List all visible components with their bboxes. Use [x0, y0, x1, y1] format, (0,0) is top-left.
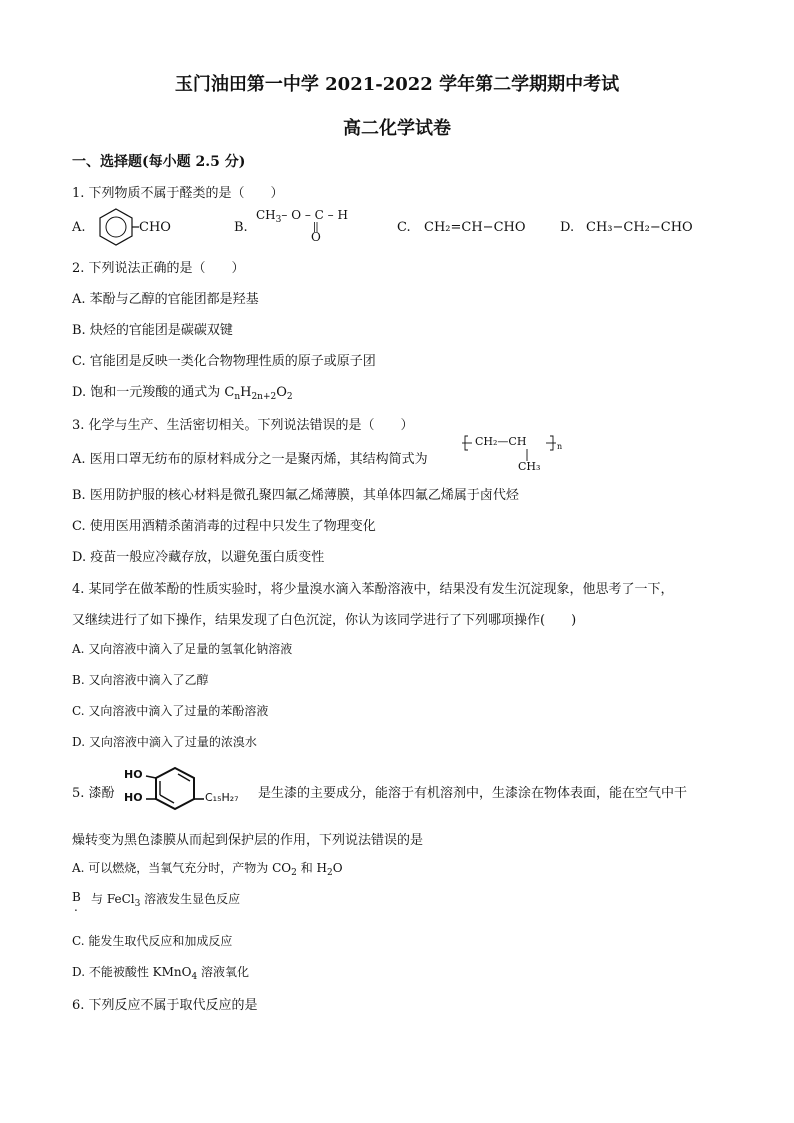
- q5-option-b: [91, 890, 240, 909]
- q2-d-sub-2: 2: [286, 392, 293, 402]
- q5-alkyl-chain: C₁₅H₂₇: [205, 791, 239, 804]
- q1-option-d-label: D.: [560, 220, 575, 235]
- q5-b-sub: 3: [134, 899, 141, 909]
- q1-option-a-label: A.: [72, 220, 86, 235]
- q2-option-c: C. 官能团是反映一类化合物物理性质的原子或原子团: [72, 354, 376, 369]
- q4-option-a: A. 又向溶液中滴入了足量的氢氧化钠溶液: [72, 642, 293, 656]
- polymer-methyl: CH₃: [518, 460, 541, 473]
- q4-stem-line1: 4. 某同学在做苯酚的性质实验时，将少量溴水滴入苯酚溶液中，结果没有发生沉淀现象，他思考了一下，: [72, 582, 674, 597]
- q5-option-c: C. 能发生取代反应和加成反应: [72, 934, 233, 948]
- q5-b-text: 与 FeCl: [91, 892, 135, 906]
- polymer-backbone: CH₂—CH: [475, 435, 527, 448]
- q4-stem-line2: 又继续进行了如下操作，结果发现了白色沉淀，你认为该同学进行了下列哪项操作( ): [72, 613, 577, 628]
- q2-stem: 2. 下列说法正确的是（ ）: [72, 261, 245, 276]
- q3-option-c: C. 使用医用酒精杀菌消毒的过程中只发生了物理变化: [72, 519, 376, 534]
- polymer-n: n: [557, 442, 563, 451]
- q5-option-b-label: B: [72, 890, 81, 904]
- q5-a-text: A. 可以燃烧，当氧气充分时，产物为 CO: [72, 861, 292, 875]
- q5-b-post: 溶液发生显色反应: [140, 892, 241, 906]
- q2-d-o: O: [276, 385, 287, 400]
- q1-b-ch: CH: [256, 208, 276, 222]
- q2-option-d: [72, 381, 293, 402]
- q5-d-post: 溶液氧化: [197, 965, 250, 979]
- q5-ho-bottom: HO: [124, 791, 143, 804]
- q1-stem: 1. 下列物质不属于醛类的是（ ）: [72, 186, 284, 201]
- q1-b-sub3: 3: [275, 215, 282, 225]
- q1-b-chain: – O – C – H: [281, 208, 348, 222]
- q1-option-d-formula: CH₃−CH₂−CHO: [586, 220, 693, 235]
- exam-subtitle: 高二化学试卷: [343, 118, 451, 139]
- benzene-ring-icon: [92, 206, 140, 246]
- q1-option-b-label: B.: [234, 220, 248, 235]
- q5-d-sub: 4: [191, 972, 198, 982]
- q4-option-d: D. 又向溶液中滴入了过量的浓溴水: [72, 735, 257, 749]
- q4-option-b: B. 又向溶液中滴入了乙醇: [72, 673, 209, 687]
- q5-d-text: D. 不能被酸性 KMnO: [72, 965, 192, 979]
- q3-stem: 3. 化学与生产、生活密切相关。下列说法错误的是（ ）: [72, 418, 414, 433]
- q1-option-c-formula: CH₂=CH−CHO: [424, 220, 526, 235]
- q3-option-a: A. 医用口罩无纺布的原材料成分之一是聚丙烯，其结构简式为: [72, 452, 428, 467]
- q5-stem-pre: 5. 漆酚: [72, 786, 115, 801]
- q5-option-b-dot: .: [74, 900, 78, 914]
- q2-option-a: A. 苯酚与乙醇的官能团都是羟基: [72, 292, 259, 307]
- q2-d-sub-n: n: [234, 392, 241, 402]
- q1-option-c-label: C.: [397, 220, 411, 235]
- section-heading: 一、选择题(每小题 2.5 分): [72, 154, 246, 170]
- q2-d-sub-2n2: 2n+2: [251, 392, 277, 402]
- q5-stem-line2: 燥转变为黑色漆膜从而起到保护层的作用，下列说法错误的是: [72, 833, 424, 848]
- q5-a-sub1: 2: [291, 868, 297, 878]
- exam-title: 玉门油田第一中学 2021-2022 学年第二学期期中考试: [174, 74, 620, 95]
- q3-option-d: D. 疫苗一般应冷藏存放，以避免蛋白质变性: [72, 550, 325, 565]
- q1-option-a-cho: CHO: [139, 220, 171, 235]
- q4-option-c: C. 又向溶液中滴入了过量的苯酚溶液: [72, 704, 269, 718]
- q3-option-b: B. 医用防护服的核心材料是微孔聚四氟乙烯薄膜，其单体四氟乙烯属于卤代烃: [72, 488, 519, 503]
- q5-a-sub2: 2: [326, 868, 333, 878]
- q5-option-d: [72, 963, 249, 982]
- q1-option-b-formula: [256, 208, 348, 225]
- urushiol-structure: [118, 764, 258, 814]
- q5-option-a: [72, 859, 343, 878]
- q5-stem-post: 是生漆的主要成分，能溶于有机溶剂中，生漆涂在物体表面，能在空气中干: [258, 786, 688, 801]
- q6-stem: 6. 下列反应不属于取代反应的是: [72, 998, 258, 1013]
- q2-d-text: D. 饱和一元羧酸的通式为 C: [72, 385, 235, 400]
- q2-d-h: H: [240, 385, 252, 400]
- q2-option-b: B. 炔烃的官能团是碳碳双键: [72, 323, 233, 338]
- q5-a-o: O: [332, 861, 343, 875]
- q5-a-mid: 和 H: [296, 861, 327, 875]
- q5-ho-top: HO: [124, 768, 143, 781]
- q1-b-oxygen: O: [311, 230, 321, 244]
